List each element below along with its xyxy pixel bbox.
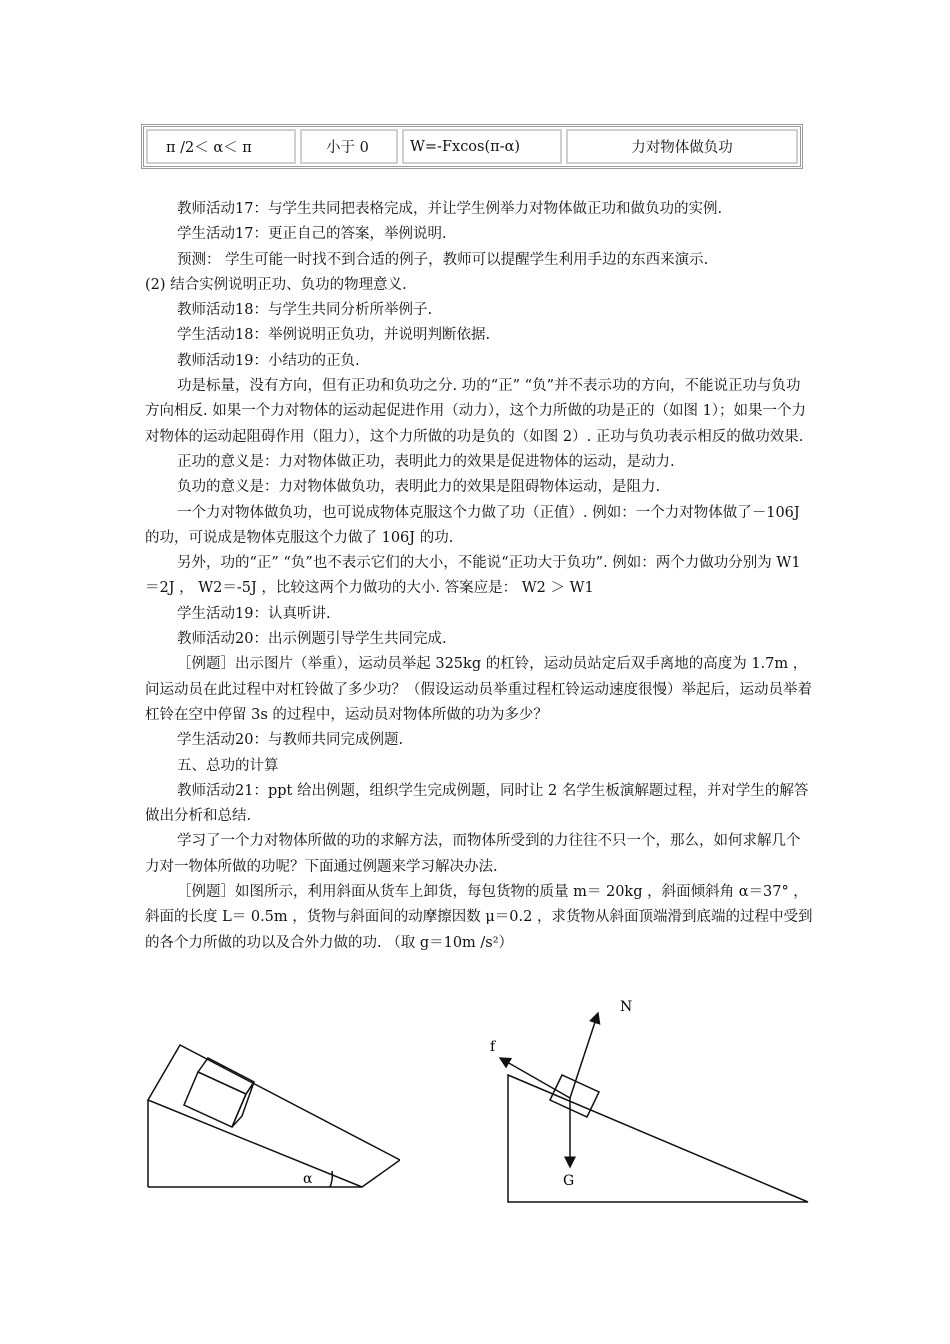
angle-table-row [141,124,803,169]
paragraph: 学生活动17：更正自己的答案，举例说明. [177,226,447,243]
paragraph: 另外，功的“正” “负”也不表示它们的大小，不能说“正功大于负功”. 例如：两个力做功分别为 W1＝2J ， W2＝-5J ，比较这两个力做功的大小. 答案应是： W2 ＞ W1 [145,555,801,597]
paragraph: 负功的意义是：力对物体做负功，表明此力的效果是阻碍物体运动，是阻力. [177,479,661,496]
cargo-box-top [198,1058,254,1094]
paragraph: 一个力对物体做负功，也可说成物体克服这个力做了功（正值）. 例如：一个力对物体做了－106J 的功，可说成是物体克服这个力做了 106J 的功. [145,504,800,546]
angle-label: α [303,1171,313,1187]
friction-arrow [500,1058,570,1098]
paragraph: ［例题］如图所示，利用斜面从货车上卸货，每包货物的质量 m＝ 20kg ，斜面倾斜角 α＝37° ，斜面的长度 L＝ 0.5m ，货物与斜面间的动摩擦因数 μ＝0.2 ，求货物从斜面顶端滑到底端的过程中受到的各个力所做的功以及合外力做的功. （取 g＝10m /s²） [145,884,813,951]
incline-figure [140,1030,400,1195]
paragraph: 教师活动20：出示例题引导学生共同完成. [177,631,447,648]
paragraph: (2) 结合实例说明正功、负功的物理意义. [145,276,407,293]
paragraph: 正功的意义是：力对物体做正功，表明此力的效果是促进物体的运动，是动力. [177,453,675,470]
paragraph: 学生活动18：举例说明正负功，并说明判断依据. [177,327,491,344]
paragraph: ［例题］出示图片（举重），运动员举起 325kg 的杠铃，运动员站定后双手离地的高度为 1.7m ，问运动员在此过程中对杠铃做了多少功？（假设运动员举重过程杠铃运动速度很慢）举起后，运动员举着杠铃在空中停留 3s 的过程中，运动员对物体所做的功为多少？ [145,656,812,723]
gravity-label: G [563,1173,575,1189]
paragraph: 教师活动18：与学生共同分析所举例子. [177,302,433,319]
body-text [145,197,813,956]
work-meaning-cell: 力对物体做负功 [566,129,798,164]
normal-force-label: N [620,999,633,1015]
paragraph: 教师活动21：ppt 给出例题，组织学生完成例题，同时让 2 名学生板演解题过程，并对学生的解答做出分析和总结. [145,782,809,825]
friction-label: f [490,1039,496,1055]
angle-range-cell: π /2＜ α＜ π [146,129,296,164]
section-heading: 五、总功的计算 [177,757,279,774]
paragraph: 预测： 学生可能一时找不到合适的例子，教师可以提醒学生利用手边的东西来演示. [177,251,709,268]
paragraph: 学生活动20：与教师共同完成例题. [177,732,404,749]
force-diagram [480,995,815,1210]
cos-sign-cell: 小于 0 [300,129,398,164]
paragraph: 功是标量，没有方向，但有正功和负功之分. 功的“正” “负”并不表示功的方向，不能说正功与负功方向相反. 如果一个力对物体的运动起促进作用（动力），这个力所做的功是正的（如图 1）；如果一个力对物体的运动起阻碍作用（阻力），这个力所做的功是负的（如图 2）. 正功与负功表示相反的做功效果. [145,378,807,445]
paragraph: 学习了一个力对物体所做的功的求解方法，而物体所受到的力往往不只一个，那么，如何求解几个力对一物体所做的功呢？下面通过例题来学习解决办法. [145,833,801,875]
incline-board [148,1045,400,1187]
paragraph: 教师活动19：小结功的正负. [177,352,360,369]
paragraph: 教师活动17：与学生共同把表格完成，并让学生例举力对物体做正功和做负功的实例. [177,201,723,217]
paragraph: 学生活动19：认真听讲. [177,605,331,622]
work-formula-cell: W=-Fxcos(π-α) [402,129,562,164]
